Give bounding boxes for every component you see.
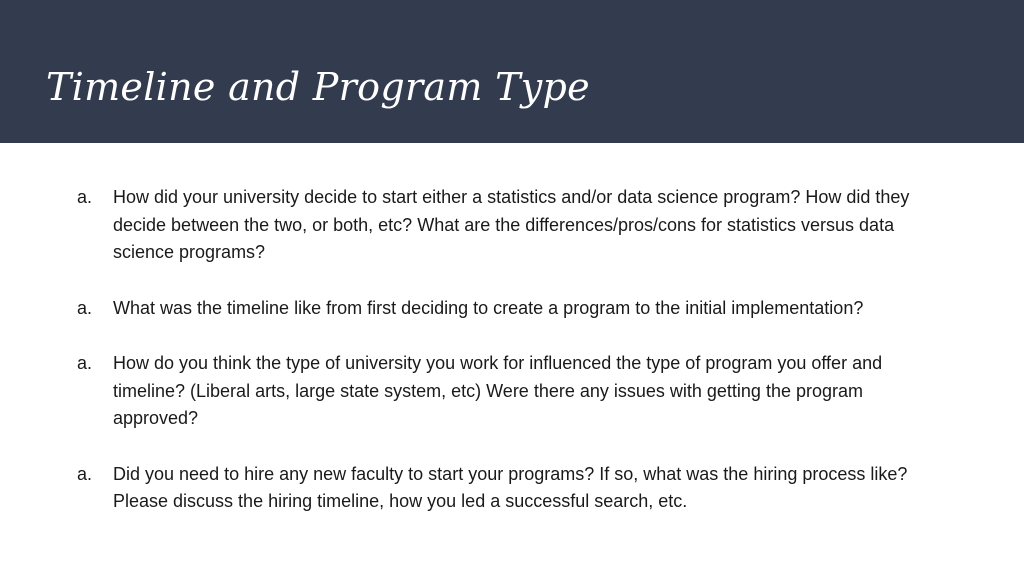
question-list — [0, 184, 1024, 544]
list-item — [0, 350, 1024, 433]
slide-title: Timeline and Program Type — [46, 65, 590, 109]
title-bar — [0, 0, 1024, 143]
list-marker: a. — [77, 297, 93, 318]
list-item-text: How did your university decide to start either a statistics and/or data science program? How did they decide between the two, or both, etc? What are the differences/pros/cons for statistics versus data science programs? — [113, 187, 910, 262]
list-marker: a. — [77, 463, 93, 484]
list-item — [0, 295, 1024, 323]
list-item-text: Did you need to hire any new faculty to start your programs? If so, what was the hiring process like? Please discuss the hiring timeline, how you led a successful search, etc. — [113, 463, 908, 511]
list-item-text: How do you think the type of university you work for influenced the type of program you offer and timeline? (Liberal arts, large state system, etc) Were there any issues with getting the program approved? — [113, 353, 883, 428]
list-item — [0, 184, 1024, 267]
list-marker: a. — [77, 187, 93, 207]
list-marker: a. — [77, 353, 93, 373]
list-item — [0, 461, 1024, 516]
list-item-text: What was the timeline like from first deciding to create a program to the initial implementation? — [113, 297, 864, 318]
